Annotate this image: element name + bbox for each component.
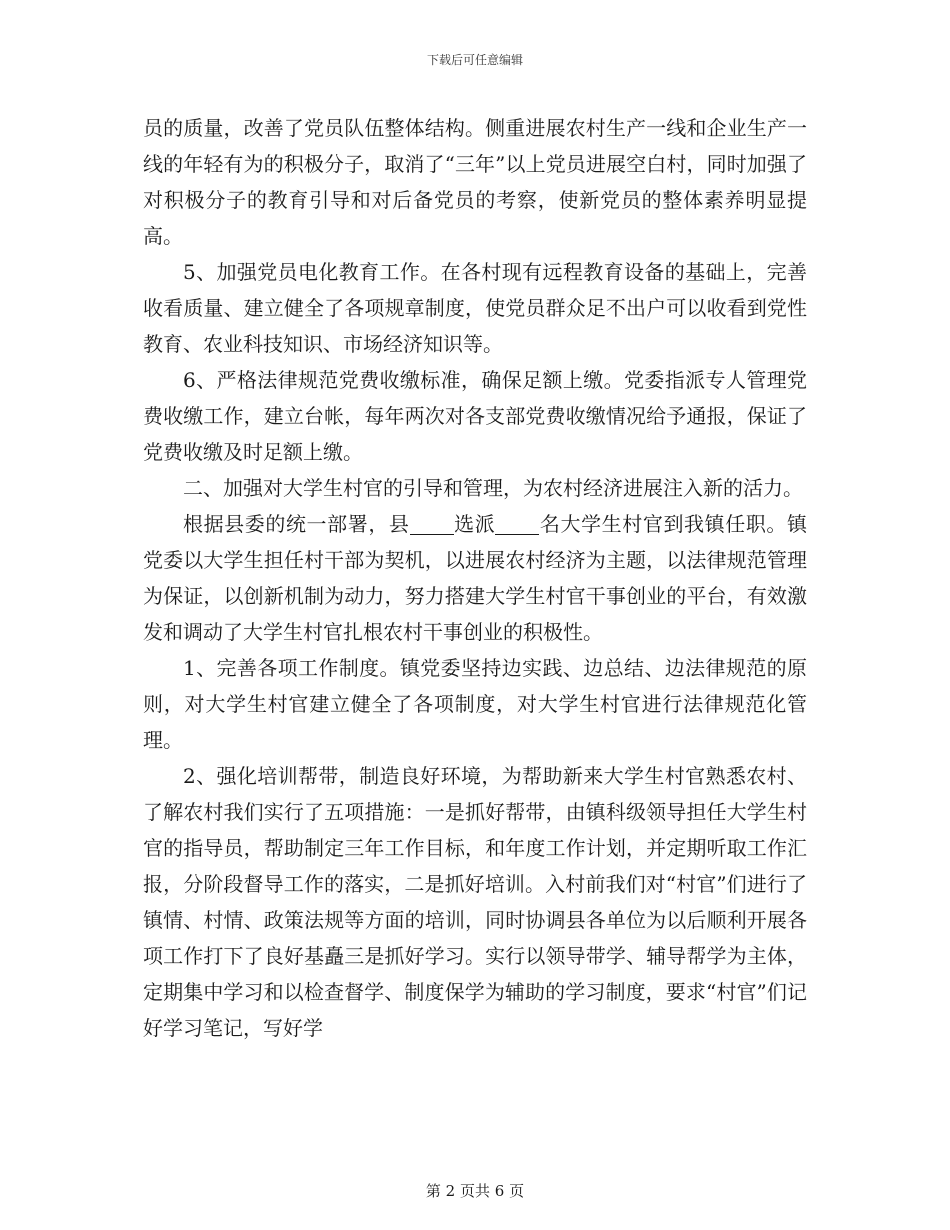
paragraph-work-systems: 1、完善各项工作制度。镇党委坚持边实践、边总结、边法律规范的原则，对大学生村官建立健全了各项制度，对大学生村官进行法律规范化管理。 <box>143 656 807 752</box>
paragraph-party-member-quality: 员的质量，改善了党员队伍整体结构。侧重进展农村生产一线和企业生产一线的年轻有为的积极分子，取消了“三年”以上党员进展空白村，同时加强了对积极分子的教育引导和对后备党员的考察，使新党员的整体素养明显提高。 <box>143 116 807 248</box>
paragraph-electronic-education: 5、加强党员电化教育工作。在各村现有远程教育设备的基础上，完善收看质量、建立健全了各项规章制度，使党员群众足不出户可以收看到党性教育、农业科技知识、市场经济知识等。 <box>143 260 807 356</box>
fill-in-blank <box>410 514 454 535</box>
paragraph-text-part-a: 根据县委的统一部署，县 <box>183 512 410 536</box>
fill-in-blank <box>495 514 539 535</box>
document-body <box>143 110 807 1046</box>
page-number-footer: 第 2 页共 6 页 <box>425 1182 525 1200</box>
paragraph-party-dues: 6、严格法律规范党费收缴标准，确保足额上缴。党委指派专人管理党费收缴工作，建立台帐，每年两次对各支部党费收缴情况给予通报，保证了党费收缴及时足额上缴。 <box>143 368 807 464</box>
page-header-note: 下载后可任意编辑 <box>426 53 523 67</box>
paragraph-village-officials-deployment <box>143 506 807 650</box>
paragraph-training-mentoring: 2、强化培训帮带，制造良好环境，为帮助新来大学生村官熟悉农村、了解农村我们实行了五项措施：一是抓好帮带，由镇科级领导担任大学生村官的指导员，帮助制定三年工作目标，和年度工作计划，并定期听取工作汇报，分阶段督导工作的落实，二是抓好培训。入村前我们对“村官”们进行了镇情、村情、政策法规等方面的培训，同时协调县各单位为以后顺利开展各项工作打下了良好基矗三是抓好学习。实行以领导带学、辅导帮学为主体，定期集中学习和以检查督学、制度保学为辅助的学习制度，要求“村官”们记好学习笔记，写好学 <box>143 764 807 1040</box>
paragraph-text-part-b: 选派 <box>453 512 496 536</box>
paragraph-text-part-c: 名大学生村官到我镇任职。镇党委以大学生担任村干部为契机，以进展农村经济为主题，以法律规范管理为保证，以创新机制为动力，努力搭建大学生村官干事创业的平台，有效激发和调动了大学生村官扎根农村干事创业的积极性。 <box>143 512 808 644</box>
paragraph-section-two-heading: 二、加强对大学生村官的引导和管理，为农村经济进展注入新的活力。 <box>183 476 803 500</box>
